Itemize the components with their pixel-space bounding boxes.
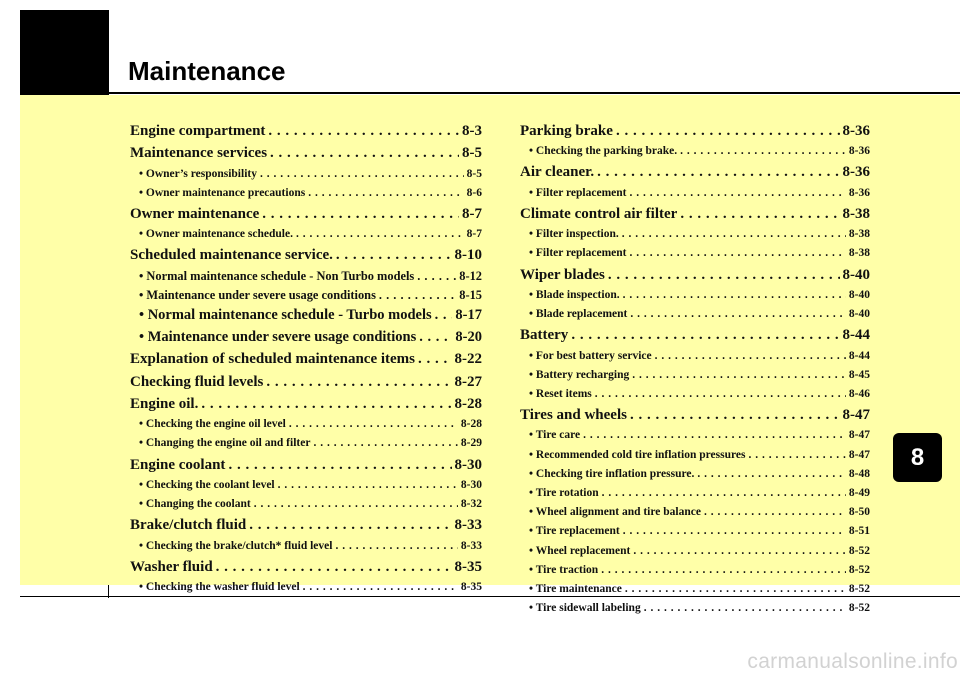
toc-entry-label: • Tire rotation [529, 487, 599, 500]
toc-subentry[interactable] [520, 599, 870, 618]
toc-entry-page: 8-28 [460, 418, 482, 431]
toc-entry[interactable] [130, 203, 482, 225]
toc-entry-page: 8-6 [466, 186, 482, 199]
toc-entry-page: 8-12 [459, 268, 482, 283]
toc-entry-label: Climate control air filter [520, 205, 678, 222]
toc-entry-page: 8-49 [848, 487, 870, 500]
toc-entry-page: 8-44 [842, 327, 870, 344]
toc-entry-page: 8-38 [848, 247, 870, 260]
toc-subentry[interactable] [130, 495, 482, 514]
page-title: Maintenance [128, 56, 286, 86]
toc-entry-label: • Maintenance under severe usage conditions [139, 287, 376, 302]
toc-entry-label: • Checking tire inflation pressure. [529, 467, 695, 480]
toc-subentry[interactable] [130, 184, 482, 203]
toc-entry-page: 8-44 [848, 349, 870, 362]
toc-entry[interactable] [130, 556, 482, 578]
toc-entry[interactable] [130, 514, 482, 536]
toc-entry-label: • Tire traction [529, 563, 599, 576]
toc-entry-label: Tires and wheels [520, 407, 627, 424]
toc-entry-label: Owner maintenance [130, 205, 260, 222]
dot-leader [597, 161, 839, 183]
toc-entry-label: Checking fluid levels [130, 373, 264, 390]
toc-entry[interactable] [520, 324, 870, 346]
dot-leader [278, 476, 458, 495]
toc-entry[interactable] [130, 142, 482, 164]
toc-subentry[interactable] [520, 184, 870, 203]
toc-entry-page: 8-46 [848, 387, 870, 400]
toc-subentry[interactable] [520, 347, 870, 366]
chapter-number: 8 [910, 443, 925, 471]
toc-entry-label: • Reset items [529, 387, 592, 400]
dot-leader [435, 305, 453, 327]
toc-entry-label: • Filter replacement [529, 247, 627, 260]
toc-subentry[interactable] [520, 522, 870, 541]
dot-leader [270, 142, 459, 164]
toc-entry[interactable] [130, 371, 482, 393]
toc-entry-page: 8-36 [842, 123, 870, 139]
toc-entry[interactable] [130, 348, 482, 370]
toc-subentry[interactable] [130, 476, 482, 495]
dot-leader [268, 120, 459, 142]
chapter-badge[interactable] [893, 433, 942, 482]
toc-entry-page: 8-17 [455, 307, 482, 324]
toc-subentry[interactable] [520, 542, 870, 561]
toc-entry-page: 8-22 [454, 351, 482, 368]
toc-entry-page: 8-38 [848, 228, 870, 241]
toc-entry-page: 8-30 [460, 478, 482, 491]
toc-entry-label: Scheduled maintenance service. [130, 247, 333, 264]
toc-entry-label: • Tire sidewall labeling [529, 602, 641, 615]
toc-entry-label: • Maintenance under severe usage conditions [139, 328, 417, 345]
toc-entry-page: 8-28 [454, 395, 482, 412]
toc-entry-page: 8-36 [848, 186, 870, 199]
dot-leader [249, 514, 451, 536]
dot-leader [629, 244, 845, 263]
toc-subentry[interactable] [130, 537, 482, 556]
dot-leader [748, 446, 845, 465]
toc-entry-label: • Blade inspection. [529, 288, 620, 301]
toc-subentry[interactable] [520, 385, 870, 404]
toc-entry-page: 8-7 [462, 205, 482, 222]
toc-entry-label: Engine coolant [130, 456, 226, 473]
toc-left-column [130, 120, 482, 597]
toc-entry-label: • Tire maintenance [529, 582, 622, 595]
dot-leader [644, 599, 846, 618]
toc-subentry[interactable] [520, 426, 870, 445]
toc-entry-page: 8-52 [848, 582, 870, 595]
toc-entry-page: 8-40 [848, 308, 870, 321]
toc-entry-label: • Tire replacement [529, 525, 620, 538]
dot-leader [336, 244, 452, 266]
toc-entry-label: • Owner’s responsibility [139, 167, 257, 180]
toc-entry[interactable] [520, 120, 870, 142]
toc-entry-page: 8-30 [454, 456, 482, 473]
dot-leader [335, 537, 457, 556]
dot-leader [623, 522, 846, 541]
toc-entry-label: • Owner maintenance precautions [139, 186, 306, 199]
toc-entry-page: 8-52 [848, 602, 870, 615]
toc-entry-label: • Changing the coolant [139, 498, 251, 511]
toc-entry-page: 8-5 [462, 145, 482, 162]
toc-entry-page: 8-33 [454, 517, 482, 534]
toc-entry-page: 8-3 [462, 123, 482, 139]
dot-leader [418, 348, 451, 370]
toc-entry-page: 8-27 [454, 373, 482, 390]
toc-entry-label: • Filter inspection. [529, 228, 619, 241]
toc-entry-label: • Checking the parking brake. [529, 145, 678, 158]
dot-leader [228, 454, 451, 476]
dot-leader [623, 286, 846, 305]
toc-entry-page: 8-50 [848, 506, 870, 519]
toc-subentry[interactable] [520, 244, 870, 263]
toc-subentry[interactable] [520, 225, 870, 244]
toc-subentry[interactable] [130, 165, 482, 184]
toc-entry-label: • Battery recharging [529, 368, 630, 381]
toc-entry-label: • Wheel alignment and tire balance [529, 506, 701, 519]
toc-entry-label: • Recommended cold tire inflation pressures [529, 448, 746, 461]
toc-subentry[interactable] [130, 578, 482, 597]
toc-subentry[interactable] [520, 503, 870, 522]
toc-entry-label: • Changing the engine oil and filter [139, 437, 311, 450]
toc-subentry[interactable] [130, 286, 482, 305]
dot-leader [697, 465, 846, 484]
toc-entry-page: 8-52 [848, 544, 870, 557]
toc-subentry[interactable] [130, 327, 482, 349]
toc-entry-page: 8-40 [842, 266, 870, 283]
dot-leader [629, 184, 845, 203]
dot-leader [262, 203, 459, 225]
toc-entry[interactable] [130, 393, 482, 415]
dot-leader [571, 324, 839, 346]
toc-subentry[interactable] [130, 225, 482, 244]
toc-entry-label: Air cleaner. [520, 164, 595, 181]
toc-entry-page: 8-32 [460, 498, 482, 511]
toc-entry[interactable] [130, 120, 482, 142]
dot-leader [289, 415, 458, 434]
toc-entry-page: 8-33 [460, 539, 482, 552]
toc-subentry[interactable] [520, 561, 870, 580]
toc-entry-label: Engine compartment [130, 123, 266, 139]
toc-entry-label: • Wheel replacement [529, 544, 631, 557]
toc-entry-label: Maintenance services [130, 145, 268, 162]
toc-entry-page: 8-48 [848, 467, 870, 480]
toc-subentry[interactable] [130, 415, 482, 434]
title-rule [109, 92, 960, 94]
toc-entry-page: 8-35 [454, 558, 482, 575]
toc-entry-label: • Checking the brake/clutch* fluid level [139, 539, 333, 552]
dot-leader [633, 542, 846, 561]
toc-entry[interactable] [130, 454, 482, 476]
toc-right-column [520, 120, 870, 618]
toc-entry-label: • Checking the washer fluid level [139, 581, 300, 594]
toc-entry-label: • For best battery service [529, 349, 652, 362]
toc-subentry[interactable] [130, 434, 482, 453]
dot-leader [260, 165, 464, 184]
dot-leader [379, 286, 456, 305]
toc-entry-page: 8-29 [460, 437, 482, 450]
toc-subentry[interactable] [520, 366, 870, 385]
dot-leader [632, 366, 846, 385]
toc-entry-label: Wiper blades [520, 266, 605, 283]
dot-leader [680, 203, 839, 225]
bottom-rule [20, 596, 960, 597]
toc-entry-page: 8-45 [848, 368, 870, 381]
toc-entry-page: 8-47 [848, 429, 870, 442]
toc-entry-page: 8-7 [466, 228, 482, 241]
toc-entry-page: 8-38 [842, 205, 870, 222]
toc-entry-label: • Normal maintenance schedule - Turbo models [139, 307, 432, 324]
dot-leader [417, 267, 456, 286]
toc-entry-page: 8-51 [848, 525, 870, 538]
toc-entry-page: 8-10 [454, 247, 482, 264]
toc-entry-page: 8-20 [455, 328, 482, 345]
toc-entry-label: • Normal maintenance schedule - Non Turbo models [139, 268, 415, 283]
toc-entry-label: Brake/clutch fluid [130, 517, 247, 534]
dot-leader [616, 120, 840, 142]
dot-leader [583, 426, 846, 445]
toc-entry-page: 8-36 [842, 164, 870, 181]
toc-subentry[interactable] [520, 305, 870, 324]
toc-entry-label: Parking brake [520, 123, 613, 139]
dot-leader [296, 225, 464, 244]
toc-entry-label: • Tire care [529, 429, 581, 442]
dot-leader [201, 393, 451, 415]
toc-subentry[interactable] [520, 484, 870, 503]
header-black-block [20, 10, 109, 95]
toc-entry-page: 8-47 [848, 448, 870, 461]
watermark: carmanualsonline.info [747, 650, 958, 673]
dot-leader [216, 556, 452, 578]
dot-leader [308, 184, 463, 203]
toc-entry-label: Engine oil. [130, 395, 199, 412]
dot-leader [680, 142, 846, 161]
toc-subentry[interactable] [520, 286, 870, 305]
dot-leader [608, 264, 840, 286]
dot-leader [622, 225, 846, 244]
toc-entry-page: 8-35 [460, 581, 482, 594]
toc-entry-page: 8-36 [848, 145, 870, 158]
dot-leader [655, 347, 846, 366]
toc-entry-page: 8-15 [459, 287, 482, 302]
toc-entry-label: • Checking the coolant level [139, 478, 275, 491]
toc-entry-page: 8-47 [842, 407, 870, 424]
toc-entry[interactable] [520, 161, 870, 183]
dot-leader [602, 484, 846, 503]
toc-entry[interactable] [520, 264, 870, 286]
toc-entry-label: Washer fluid [130, 558, 213, 575]
dot-leader [704, 503, 846, 522]
dot-leader [419, 327, 452, 349]
toc-entry-label: • Filter replacement [529, 186, 627, 199]
toc-subentry[interactable] [520, 465, 870, 484]
toc-subentry[interactable] [520, 142, 870, 161]
dot-leader [254, 495, 458, 514]
dot-leader [601, 561, 846, 580]
toc-subentry[interactable] [520, 446, 870, 465]
dot-leader [630, 305, 846, 324]
toc-subentry[interactable] [130, 305, 482, 327]
toc-entry-label: • Blade replacement [529, 308, 628, 321]
dot-leader [266, 371, 451, 393]
toc-entry[interactable] [520, 404, 870, 426]
dot-leader [303, 578, 458, 597]
toc-entry-page: 8-5 [466, 167, 482, 180]
toc-entry[interactable] [130, 244, 482, 266]
toc-subentry[interactable] [130, 267, 482, 286]
toc-entry-label: • Checking the engine oil level [139, 418, 286, 431]
toc-entry-label: • Owner maintenance schedule. [139, 228, 293, 241]
toc-entry[interactable] [520, 203, 870, 225]
toc-entry-page: 8-52 [848, 563, 870, 576]
dot-leader [313, 434, 457, 453]
toc-entry-label: Explanation of scheduled maintenance items [130, 351, 416, 368]
toc-entry-label: Battery [520, 327, 569, 344]
dot-leader [595, 385, 846, 404]
dot-leader [630, 404, 840, 426]
toc-entry-page: 8-40 [848, 288, 870, 301]
